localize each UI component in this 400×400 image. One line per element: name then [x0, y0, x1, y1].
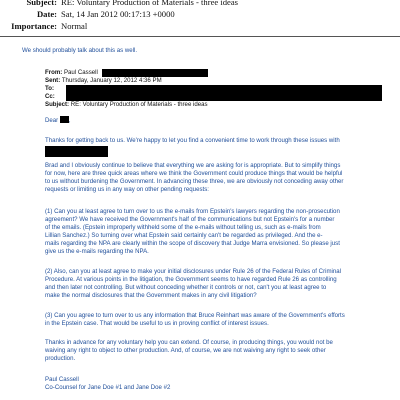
quoted-sent-label: Sent:	[45, 77, 61, 84]
paragraph-1-line: Thanks for getting back to us. We're happy to let you find a convenient time to work through these issues with	[45, 137, 340, 144]
redaction-cc	[66, 93, 382, 101]
item-3-line: in the Epstein case. That would be useful to us in proving conflict of interest issues.	[45, 320, 269, 328]
importance-value: Normal	[61, 21, 88, 31]
reply-text: We should probably talk about this as well.	[22, 47, 138, 54]
quoted-from-label: From:	[45, 69, 63, 76]
paragraph-2-line: Brad and I obviously continue to believe that everything we are asking for is appropriate. But to simplify things	[45, 162, 341, 169]
item-2-line: and then later not controlling. But without conceding whether it controls or not, can't you at least agree to	[45, 284, 327, 292]
greeting-word: Dear	[45, 117, 59, 124]
quoted-from-value: Paul Cassell	[63, 69, 98, 76]
paragraph-2-line: to us without burdening the Government. In advancing these three, we are obviously not conceding away other	[45, 178, 344, 186]
subject-label: Subject:	[26, 0, 57, 7]
quoted-subject-value: RE: Voluntary Production of Materials - three ideas	[70, 101, 208, 108]
date-value: Sat, 14 Jan 2012 00:17:13 +0000	[61, 9, 175, 19]
closing-line: waiving any right to object to other production. And, of course, we are not waiving any right to seek other	[45, 347, 326, 355]
email-importance-row	[0, 21, 400, 33]
redaction-from	[102, 69, 208, 77]
item-1-line: Lillian Sanchez.) So turning over what Epstein said certainly can't be regarded as privileged. And the e-	[45, 232, 323, 240]
quoted-cc-label: Cc:	[45, 93, 55, 100]
item-3-line: (3) Can you agree to turn over to us any information that Bruce Reinhart was aware of the Government's efforts	[45, 312, 345, 319]
paragraph-2-line: for now, here are three quick areas where we think the Government could produce things that would be helpful	[45, 170, 343, 178]
item-1-line: agreement? We have received the Government's half of the communications but not Epstein's for a number	[45, 216, 335, 224]
item-2	[45, 268, 390, 300]
paragraph-2	[45, 162, 390, 194]
redaction-to	[66, 85, 382, 93]
item-1	[45, 208, 390, 257]
item-3	[45, 312, 390, 328]
quoted-sent-value: Thursday, January 12, 2012 4:36 PM	[61, 77, 162, 84]
closing-paragraph	[45, 339, 390, 363]
quoted-to-label: To:	[45, 85, 55, 92]
signature-name: Paul Cassell	[45, 376, 79, 383]
item-2-line: make the normal disclosures that the Government makes in any civil litigation?	[45, 292, 257, 300]
quoted-sent-row	[45, 77, 385, 85]
signature-title: Co-Counsel for Jane Doe #1 and Jane Doe #2	[45, 384, 171, 392]
header-divider	[0, 36, 400, 37]
item-1-line: of the emails. (Epstein improperly withheld some of the e-mails without telling us, such as e-mails from	[45, 224, 321, 232]
date-label: Date:	[36, 9, 57, 19]
item-1-line: (1) Can you at least agree to turn over to us the e-mails from Epstein's lawyers regarding the non-prosecution	[45, 208, 340, 215]
redaction-greeting	[60, 116, 69, 123]
closing-line: production.	[45, 355, 76, 363]
greeting-punct: ,	[68, 117, 71, 124]
quoted-subject-row	[45, 101, 385, 109]
paragraph-2-line: requests or limiting us in any way on other pending requests:	[45, 186, 209, 194]
quoted-subject-label: Subject:	[45, 101, 70, 108]
closing-line: Thanks in advance for any voluntary help you can extend. Of course, in producing things, you would not be	[45, 339, 333, 346]
paragraph-1	[45, 137, 390, 145]
email-date-row	[0, 9, 400, 21]
item-1-line: give us the e-mails regarding the NPA.	[45, 248, 149, 256]
item-2-line: (2) Also, can you at least agree to make your initial disclosures under Rule 26 of the Federal Rules of Criminal	[45, 268, 342, 275]
importance-label: Importance:	[11, 21, 57, 31]
subject-value: RE: Voluntary Production of Materials - three ideas	[61, 0, 239, 7]
redaction-paragraph-1	[45, 146, 108, 157]
item-2-line: Procedure. At various points in the litigation, the Government seems to have regarded Rule 26 as controlling	[45, 276, 337, 284]
quoted-from-row	[45, 69, 385, 77]
signature	[45, 376, 390, 392]
item-1-line: mails regarding the NPA are clearly within the scope of discovery that Judge Marra envisioned. So please just	[45, 240, 340, 248]
greeting	[45, 116, 71, 125]
email-subject-row	[0, 0, 400, 9]
